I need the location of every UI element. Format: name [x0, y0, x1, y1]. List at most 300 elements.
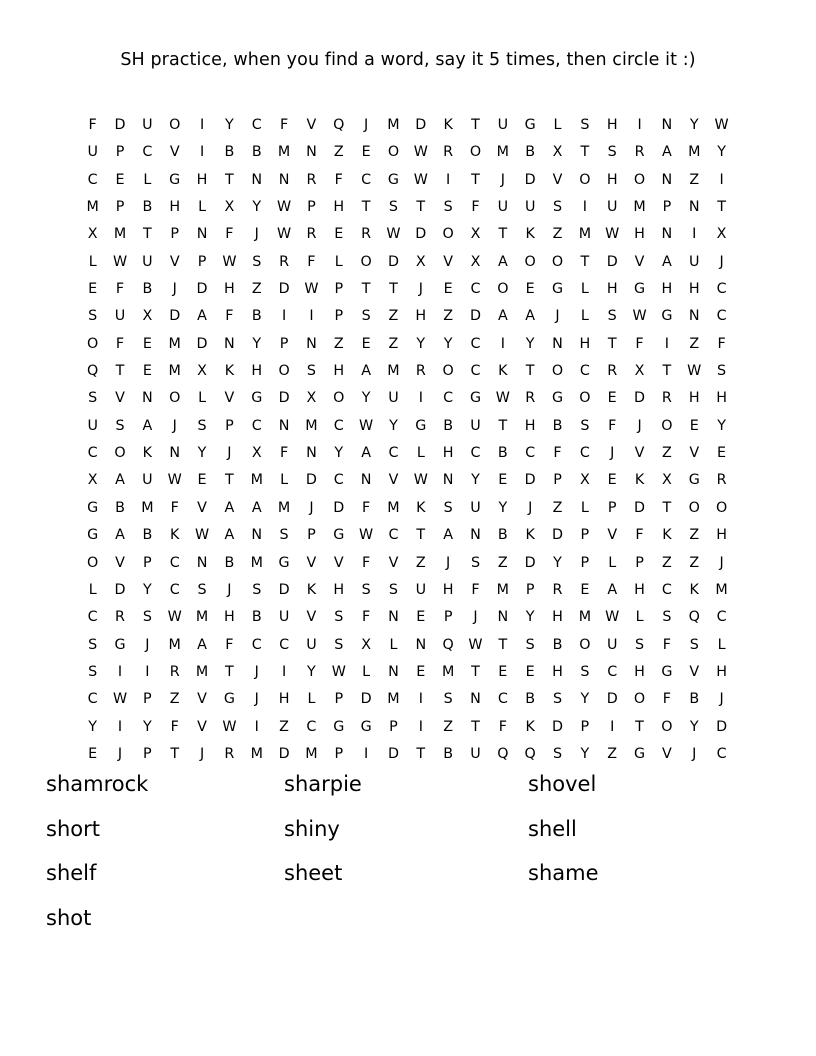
grid-cell[interactable]: A	[115, 527, 125, 544]
grid-cell[interactable]: I	[582, 199, 587, 216]
grid-cell[interactable]: C	[497, 691, 508, 708]
grid-cell[interactable]: Q	[87, 363, 99, 380]
grid-cell[interactable]: P	[443, 609, 453, 626]
word-list-item[interactable]: shovel	[528, 772, 597, 796]
grid-cell[interactable]: V	[689, 445, 700, 462]
grid-cell[interactable]: E	[197, 472, 207, 489]
grid-cell[interactable]: P	[607, 499, 617, 516]
grid-cell[interactable]: O	[169, 117, 181, 133]
grid-cell[interactable]: D	[278, 281, 290, 298]
grid-cell[interactable]: X	[415, 253, 426, 270]
grid-cell[interactable]: H	[579, 335, 591, 352]
grid-cell[interactable]: Z	[443, 718, 454, 735]
grid-cell[interactable]: D	[387, 253, 399, 270]
grid-cell[interactable]: X	[634, 363, 645, 380]
grid-cell[interactable]: F	[88, 117, 97, 133]
grid-cell[interactable]: M	[578, 609, 592, 626]
grid-cell[interactable]: Y	[88, 718, 98, 735]
grid-cell[interactable]: P	[635, 554, 644, 571]
grid-cell[interactable]: T	[225, 663, 234, 680]
grid-cell[interactable]: M	[441, 663, 455, 680]
grid-cell[interactable]: W	[331, 663, 346, 680]
grid-cell[interactable]: T	[416, 199, 426, 216]
grid-cell[interactable]: K	[525, 718, 535, 735]
grid-cell[interactable]: S	[470, 554, 481, 571]
grid-cell[interactable]: T	[580, 144, 590, 161]
grid-cell[interactable]: C	[251, 417, 262, 434]
grid-cell[interactable]: C	[251, 636, 262, 653]
grid-cell[interactable]: W	[222, 253, 237, 270]
grid-cell[interactable]: M	[633, 199, 646, 216]
grid-cell[interactable]: B	[689, 691, 700, 708]
grid-cell[interactable]: N	[306, 335, 317, 352]
grid-cell[interactable]: T	[607, 335, 617, 352]
grid-cell[interactable]: H	[251, 363, 263, 380]
grid-cell[interactable]: P	[334, 308, 344, 325]
grid-cell[interactable]: S	[607, 308, 617, 325]
grid-cell[interactable]: T	[225, 171, 234, 188]
grid-cell[interactable]: H	[688, 281, 700, 298]
grid-cell[interactable]: W	[277, 199, 292, 216]
word-list-item[interactable]: sheet	[284, 861, 343, 885]
grid-cell[interactable]: M	[715, 581, 728, 598]
grid-cell[interactable]: Z	[552, 226, 563, 243]
grid-cell[interactable]: N	[497, 609, 509, 626]
grid-cell[interactable]: J	[254, 226, 259, 243]
grid-cell[interactable]: K	[662, 527, 672, 544]
grid-cell[interactable]: Y	[580, 691, 590, 708]
grid-cell[interactable]: C	[716, 745, 727, 762]
grid-cell[interactable]: K	[689, 581, 699, 598]
grid-cell[interactable]: Z	[251, 281, 262, 298]
grid-cell[interactable]: Y	[142, 718, 152, 735]
grid-cell[interactable]: V	[662, 745, 672, 762]
grid-cell[interactable]: L	[362, 663, 371, 680]
grid-cell[interactable]: X	[716, 226, 727, 243]
grid-cell[interactable]: B	[142, 281, 153, 298]
grid-cell[interactable]: C	[579, 363, 590, 380]
grid-cell[interactable]: L	[580, 281, 589, 298]
grid-cell[interactable]: F	[307, 253, 316, 270]
grid-cell[interactable]: U	[87, 417, 98, 434]
grid-cell[interactable]: D	[196, 335, 208, 352]
grid-cell[interactable]: N	[661, 117, 673, 133]
grid-cell[interactable]: X	[142, 308, 153, 325]
grid-cell[interactable]: V	[115, 390, 125, 407]
grid-cell[interactable]: L	[143, 171, 152, 188]
grid-cell[interactable]: C	[333, 417, 344, 434]
grid-cell[interactable]: P	[580, 527, 590, 544]
grid-cell[interactable]: W	[112, 253, 128, 270]
grid-cell[interactable]: A	[662, 144, 672, 161]
grid-cell[interactable]: P	[553, 472, 562, 489]
grid-cell[interactable]: I	[281, 663, 287, 680]
grid-cell[interactable]: E	[525, 663, 535, 680]
grid-cell[interactable]: O	[715, 499, 728, 516]
grid-cell[interactable]: I	[117, 718, 123, 735]
grid-cell[interactable]: S	[388, 581, 398, 598]
grid-cell[interactable]: W	[632, 308, 647, 325]
grid-cell[interactable]: N	[552, 335, 563, 352]
grid-cell[interactable]: S	[552, 691, 563, 708]
grid-cell[interactable]: F	[170, 499, 179, 516]
grid-cell[interactable]: K	[416, 499, 426, 516]
grid-cell[interactable]: D	[305, 472, 317, 489]
grid-cell[interactable]: P	[170, 226, 180, 243]
grid-cell[interactable]: S	[334, 636, 344, 653]
grid-cell[interactable]: R	[169, 663, 180, 680]
grid-cell[interactable]: E	[88, 281, 98, 298]
grid-cell[interactable]: H	[661, 281, 673, 298]
grid-cell[interactable]: T	[498, 636, 508, 653]
grid-cell[interactable]: A	[497, 308, 508, 325]
grid-cell[interactable]: G	[333, 718, 345, 735]
grid-cell[interactable]: F	[115, 335, 125, 352]
grid-cell[interactable]: C	[279, 636, 290, 653]
grid-cell[interactable]: V	[115, 554, 125, 571]
grid-cell[interactable]: F	[471, 199, 480, 216]
grid-cell[interactable]: C	[525, 445, 536, 462]
grid-cell[interactable]: O	[333, 390, 345, 407]
grid-cell[interactable]: S	[197, 581, 207, 598]
grid-cell[interactable]: V	[306, 609, 317, 626]
grid-cell[interactable]: H	[224, 609, 235, 626]
grid-cell[interactable]: O	[278, 363, 290, 380]
grid-cell[interactable]: N	[251, 171, 263, 188]
grid-cell[interactable]: G	[278, 554, 290, 571]
grid-cell[interactable]: X	[87, 472, 98, 489]
grid-cell[interactable]: N	[278, 171, 290, 188]
grid-cell[interactable]: F	[334, 171, 343, 188]
grid-cell[interactable]: M	[305, 745, 318, 762]
grid-cell[interactable]: E	[88, 745, 98, 762]
grid-cell[interactable]: S	[334, 609, 344, 626]
grid-cell[interactable]: S	[197, 417, 207, 434]
grid-cell[interactable]: L	[389, 636, 398, 653]
grid-cell[interactable]: O	[688, 499, 700, 516]
grid-cell[interactable]: H	[333, 363, 345, 380]
grid-cell[interactable]: I	[692, 226, 697, 243]
grid-cell[interactable]: G	[551, 281, 564, 298]
grid-cell[interactable]: F	[662, 691, 671, 708]
grid-cell[interactable]: B	[142, 199, 153, 216]
grid-cell[interactable]: V	[306, 554, 317, 571]
grid-cell[interactable]: L	[635, 609, 644, 626]
grid-cell[interactable]: A	[251, 499, 262, 516]
grid-cell[interactable]: J	[446, 554, 451, 571]
grid-cell[interactable]: S	[580, 663, 590, 680]
grid-cell[interactable]: D	[524, 554, 536, 571]
grid-cell[interactable]: S	[525, 636, 535, 653]
grid-cell[interactable]: T	[170, 745, 180, 762]
grid-cell[interactable]: Z	[333, 335, 344, 352]
grid-cell[interactable]: H	[224, 281, 235, 298]
grid-cell[interactable]: E	[717, 445, 727, 462]
grid-cell[interactable]: W	[359, 527, 374, 544]
grid-cell[interactable]: G	[251, 390, 263, 407]
grid-cell[interactable]: P	[525, 581, 535, 598]
grid-cell[interactable]: F	[498, 718, 507, 735]
grid-cell[interactable]: J	[719, 554, 724, 571]
grid-cell[interactable]: E	[498, 663, 508, 680]
grid-cell[interactable]: O	[169, 390, 181, 407]
grid-cell[interactable]: R	[415, 363, 426, 380]
grid-cell[interactable]: O	[442, 226, 454, 243]
grid-cell[interactable]: W	[167, 609, 182, 626]
grid-cell[interactable]: T	[471, 117, 480, 133]
grid-cell[interactable]: O	[661, 417, 673, 434]
grid-cell[interactable]: M	[277, 499, 291, 516]
grid-cell[interactable]: Z	[415, 554, 426, 571]
grid-cell[interactable]: D	[552, 527, 564, 544]
grid-cell[interactable]: A	[361, 445, 371, 462]
grid-cell[interactable]: Y	[334, 445, 344, 462]
grid-cell[interactable]: M	[113, 226, 127, 243]
grid-cell[interactable]: V	[169, 144, 180, 161]
grid-cell[interactable]: H	[634, 226, 645, 243]
grid-cell[interactable]: K	[525, 527, 535, 544]
grid-cell[interactable]: P	[143, 554, 152, 571]
grid-cell[interactable]: Y	[389, 417, 398, 434]
grid-cell[interactable]: N	[306, 445, 317, 462]
grid-cell[interactable]: S	[115, 417, 125, 434]
grid-cell[interactable]: X	[361, 636, 371, 653]
grid-cell[interactable]: Y	[443, 335, 453, 352]
grid-cell[interactable]: V	[634, 253, 645, 270]
grid-cell[interactable]: C	[470, 445, 481, 462]
grid-cell[interactable]: W	[413, 144, 428, 161]
grid-cell[interactable]: S	[607, 144, 617, 161]
grid-cell[interactable]: U	[470, 745, 481, 762]
grid-cell[interactable]: O	[579, 390, 591, 407]
grid-cell[interactable]: Z	[388, 308, 399, 325]
grid-cell[interactable]: W	[605, 609, 620, 626]
grid-cell[interactable]: M	[250, 472, 263, 489]
grid-cell[interactable]: M	[387, 691, 400, 708]
grid-cell[interactable]: L	[416, 445, 425, 462]
grid-cell[interactable]: W	[222, 718, 237, 735]
grid-cell[interactable]: B	[251, 144, 262, 161]
grid-cell[interactable]: F	[279, 445, 289, 462]
grid-cell[interactable]: Y	[252, 199, 262, 216]
grid-cell[interactable]: X	[552, 144, 563, 161]
grid-cell[interactable]: B	[251, 609, 262, 626]
grid-cell[interactable]: I	[418, 390, 423, 407]
grid-cell[interactable]: F	[662, 636, 671, 653]
grid-cell[interactable]: H	[442, 581, 454, 598]
grid-cell[interactable]: J	[227, 445, 232, 462]
grid-cell[interactable]: A	[197, 636, 207, 653]
grid-cell[interactable]: T	[580, 253, 590, 270]
grid-cell[interactable]: E	[443, 281, 453, 298]
grid-cell[interactable]: V	[634, 445, 645, 462]
grid-cell[interactable]: J	[145, 636, 150, 653]
grid-cell[interactable]: V	[224, 390, 235, 407]
grid-cell[interactable]: C	[87, 691, 98, 708]
grid-cell[interactable]: S	[580, 417, 590, 434]
grid-cell[interactable]: P	[580, 718, 590, 735]
grid-cell[interactable]: I	[418, 691, 423, 708]
grid-cell[interactable]: X	[87, 226, 98, 243]
grid-cell[interactable]: E	[142, 363, 152, 380]
grid-cell[interactable]: J	[172, 417, 177, 434]
grid-cell[interactable]: S	[252, 581, 262, 598]
grid-cell[interactable]: M	[86, 199, 99, 216]
grid-cell[interactable]: I	[281, 308, 287, 325]
grid-cell[interactable]: S	[279, 527, 289, 544]
grid-cell[interactable]: F	[170, 718, 179, 735]
grid-cell[interactable]: Z	[388, 335, 399, 352]
grid-cell[interactable]: M	[496, 581, 509, 598]
word-list-item[interactable]: shot	[46, 905, 92, 930]
grid-cell[interactable]: T	[471, 718, 480, 735]
grid-cell[interactable]: U	[470, 499, 481, 516]
grid-cell[interactable]: E	[142, 335, 152, 352]
grid-cell[interactable]: S	[252, 253, 262, 270]
word-list-item[interactable]: shamrock	[46, 772, 149, 796]
grid-cell[interactable]: I	[254, 718, 259, 735]
grid-cell[interactable]: G	[688, 472, 700, 489]
grid-cell[interactable]: J	[719, 691, 724, 708]
grid-cell[interactable]: W	[359, 417, 374, 434]
grid-cell[interactable]: Y	[717, 417, 726, 434]
grid-cell[interactable]: M	[387, 117, 400, 133]
grid-cell[interactable]: F	[471, 581, 480, 598]
grid-cell[interactable]: A	[197, 308, 207, 325]
grid-cell[interactable]: T	[416, 527, 426, 544]
grid-cell[interactable]: B	[525, 144, 536, 161]
grid-cell[interactable]: D	[634, 499, 646, 516]
grid-cell[interactable]: J	[172, 281, 177, 298]
grid-cell[interactable]: T	[471, 171, 480, 188]
grid-cell[interactable]: I	[610, 718, 615, 735]
grid-cell[interactable]: D	[169, 308, 181, 325]
grid-cell[interactable]: F	[361, 499, 371, 516]
grid-cell[interactable]: Q	[524, 745, 536, 762]
grid-cell[interactable]: N	[661, 226, 673, 243]
grid-cell[interactable]: N	[688, 308, 700, 325]
grid-cell[interactable]: H	[552, 663, 563, 680]
grid-cell[interactable]: U	[524, 199, 536, 216]
grid-cell[interactable]: R	[361, 226, 372, 243]
grid-cell[interactable]: D	[114, 581, 126, 598]
grid-cell[interactable]: B	[224, 144, 235, 161]
grid-cell[interactable]: F	[553, 445, 562, 462]
grid-cell[interactable]: Z	[689, 335, 700, 352]
grid-cell[interactable]: Z	[497, 554, 508, 571]
grid-cell[interactable]: T	[389, 281, 398, 298]
grid-cell[interactable]: Y	[580, 745, 590, 762]
grid-cell[interactable]: H	[634, 581, 645, 598]
grid-cell[interactable]: L	[88, 253, 97, 270]
grid-cell[interactable]: F	[361, 609, 371, 626]
grid-cell[interactable]: U	[142, 253, 153, 270]
grid-cell[interactable]: W	[495, 390, 510, 407]
grid-cell[interactable]: H	[716, 663, 727, 680]
grid-cell[interactable]: E	[416, 609, 426, 626]
grid-cell[interactable]: C	[251, 117, 262, 133]
grid-cell[interactable]: N	[661, 171, 673, 188]
grid-cell[interactable]: Z	[607, 745, 618, 762]
grid-cell[interactable]: N	[169, 445, 181, 462]
grid-cell[interactable]: G	[333, 527, 345, 544]
word-list-item[interactable]: shame	[528, 861, 599, 885]
grid-cell[interactable]: V	[306, 117, 317, 133]
grid-cell[interactable]: A	[224, 499, 235, 516]
grid-cell[interactable]: I	[446, 171, 451, 188]
grid-cell[interactable]: P	[225, 417, 234, 434]
grid-cell[interactable]: N	[388, 663, 399, 680]
grid-cell[interactable]: Z	[689, 527, 700, 544]
grid-cell[interactable]: E	[580, 581, 590, 598]
grid-cell[interactable]: T	[498, 417, 508, 434]
grid-cell[interactable]: G	[634, 745, 646, 762]
grid-cell[interactable]: C	[142, 144, 153, 161]
grid-cell[interactable]: T	[225, 472, 234, 489]
grid-cell[interactable]: G	[551, 390, 564, 407]
grid-cell[interactable]: E	[334, 226, 344, 243]
grid-cell[interactable]: C	[607, 663, 618, 680]
grid-cell[interactable]: O	[551, 253, 564, 270]
grid-cell[interactable]: X	[661, 472, 672, 489]
word-list-item[interactable]: short	[46, 816, 100, 841]
grid-cell[interactable]: T	[115, 363, 125, 380]
grid-cell[interactable]: W	[167, 472, 182, 489]
grid-cell[interactable]: K	[525, 226, 535, 243]
grid-cell[interactable]: D	[606, 691, 618, 708]
grid-cell[interactable]: L	[198, 390, 207, 407]
grid-cell[interactable]: S	[552, 199, 563, 216]
word-list-item[interactable]: shelf	[46, 861, 97, 885]
grid-cell[interactable]: F	[608, 417, 617, 434]
grid-cell[interactable]: D	[469, 308, 481, 325]
grid-cell[interactable]: H	[606, 171, 618, 188]
grid-cell[interactable]: X	[224, 199, 235, 216]
grid-cell[interactable]: F	[225, 226, 234, 243]
grid-cell[interactable]: D	[333, 499, 345, 516]
grid-cell[interactable]: B	[497, 527, 508, 544]
grid-cell[interactable]: O	[497, 281, 509, 298]
grid-cell[interactable]: W	[413, 171, 428, 188]
grid-cell[interactable]: U	[114, 308, 126, 325]
grid-cell[interactable]: O	[661, 718, 673, 735]
grid-cell[interactable]: T	[498, 226, 508, 243]
grid-cell[interactable]: C	[169, 581, 180, 598]
grid-cell[interactable]: G	[114, 636, 126, 653]
grid-cell[interactable]: N	[251, 527, 263, 544]
grid-cell[interactable]: X	[197, 363, 207, 380]
grid-cell[interactable]: H	[169, 199, 181, 216]
grid-cell[interactable]: Z	[279, 718, 289, 735]
grid-cell[interactable]: M	[168, 636, 181, 653]
grid-cell[interactable]: J	[309, 499, 314, 516]
grid-cell[interactable]: J	[473, 609, 478, 626]
grid-cell[interactable]: P	[143, 691, 152, 708]
grid-cell[interactable]: S	[580, 117, 590, 133]
grid-cell[interactable]: C	[579, 445, 590, 462]
grid-cell[interactable]: T	[525, 363, 535, 380]
grid-cell[interactable]: R	[525, 390, 536, 407]
grid-cell[interactable]: R	[306, 226, 317, 243]
grid-cell[interactable]: C	[87, 445, 98, 462]
grid-cell[interactable]: H	[524, 417, 536, 434]
grid-cell[interactable]: R	[443, 144, 454, 161]
grid-cell[interactable]: S	[388, 199, 398, 216]
grid-cell[interactable]: B	[525, 691, 536, 708]
grid-cell[interactable]: R	[607, 363, 618, 380]
grid-cell[interactable]: E	[361, 335, 371, 352]
grid-cell[interactable]: W	[277, 226, 292, 243]
